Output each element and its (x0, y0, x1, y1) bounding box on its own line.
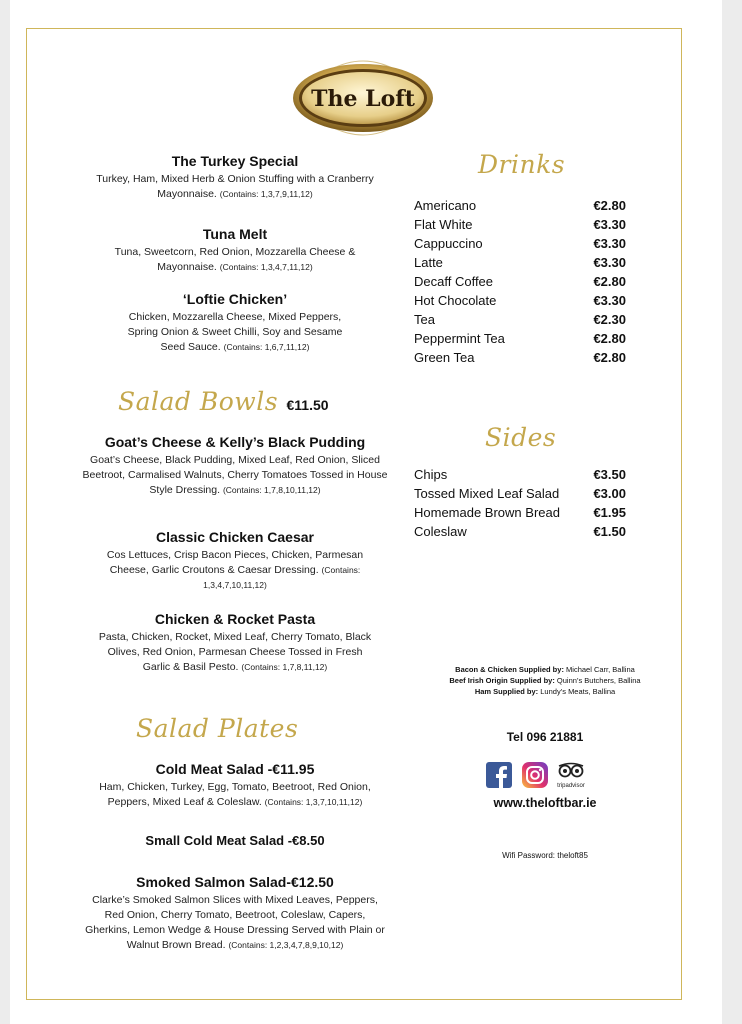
section-title: Salad Bowls (118, 387, 279, 416)
dish-name: Chicken & Rocket Pasta (154, 611, 316, 627)
dish-goats-cheese (70, 433, 400, 498)
dish-smoked-salmon-salad (70, 873, 400, 953)
drink-name: Peppermint Tea (414, 331, 505, 346)
dish-description: Turkey, Ham, Mixed Herb & Onion Stuffing with a Cranberry Mayonnaise. (96, 173, 374, 200)
side-name: Chips (414, 467, 448, 482)
drink-price: €2.80 (593, 331, 626, 346)
drink-name: Cappuccino (414, 236, 483, 251)
drink-name: Decaff Coffee (414, 274, 494, 289)
dish-tuna-melt (70, 225, 400, 275)
drink-item (414, 291, 626, 310)
supplier-value: Quinn’s Butchers, Ballina (556, 676, 641, 685)
dish-name: Smoked Salmon Salad-€12.50 (136, 874, 334, 890)
drink-price: €2.30 (593, 312, 626, 327)
allergens: (Contains: 1,2,3,4,7,8,9,10,12) (228, 940, 344, 950)
dish-name: Small Cold Meat Salad -€8.50 (145, 833, 325, 848)
dish-loftie-chicken (70, 290, 400, 355)
section-title: Salad Plates (136, 714, 299, 743)
dish-turkey-special (70, 152, 400, 202)
drink-name: Americano (414, 198, 477, 213)
allergens: (Contains: 1,7,8,11,12) (241, 662, 328, 672)
drink-name: Latte (414, 255, 443, 270)
supplier-label: Beef Irish Origin Supplied by: (449, 676, 555, 685)
dish-description: Pasta, Chicken, Rocket, Mixed Leaf, Cherry Tomato, Black Olives, Red Onion, Parmesan Cheese Tossed in Fresh Garlic & Basil Pesto. (98, 631, 372, 673)
salad-bowls-heading (118, 387, 329, 416)
allergens: (Contains: 1,6,7,11,12) (223, 342, 310, 352)
dish-chicken-rocket-pasta (70, 610, 400, 675)
drink-item (414, 234, 626, 253)
drink-price: €3.30 (593, 217, 626, 232)
side-item (414, 503, 626, 522)
wifi-password: Wifi Password: theloft85 (502, 851, 588, 860)
dish-name: The Turkey Special (171, 153, 299, 169)
supplier-value: Lundy’s Meats, Ballina (540, 687, 616, 696)
logo-text: The Loft (311, 86, 415, 112)
dish-small-cold-meat-salad (70, 832, 400, 850)
dish-description: Clarke’s Smoked Salmon Slices with Mixed Leaves, Peppers, Red Onion, Cherry Tomato, Beetroot, Coleslaw, Capers, Gherkins, Lemon Wedge & House Dressing Served with Plain or Walnut Brown Bread. (85, 894, 385, 951)
allergens: (Contains: 1,7,8,10,11,12) (222, 485, 321, 495)
dish-name: ‘Loftie Chicken’ (182, 291, 288, 307)
drink-item (414, 253, 626, 272)
drink-price: €2.80 (593, 198, 626, 213)
dish-name: Goat’s Cheese & Kelly’s Black Pudding (104, 434, 366, 450)
section-title: Sides (485, 423, 557, 452)
dish-description: Ham, Chicken, Turkey, Egg, Tomato, Beetroot, Red Onion, Peppers, Mixed Leaf & Coleslaw. (99, 781, 371, 808)
drink-price: €2.80 (593, 274, 626, 289)
drink-price: €3.30 (593, 236, 626, 251)
allergens: (Contains: 1,3,7,10,11,12) (264, 797, 363, 807)
dish-description: Tuna, Sweetcorn, Red Onion, Mozzarella Cheese & Mayonnaise. (114, 246, 356, 273)
dish-description: Chicken, Mozzarella Cheese, Mixed Peppers, Spring Onion & Sweet Chilli, Soy and Sesame Seed Sauce. (127, 311, 343, 353)
allergens: (Contains: 1,3,7,9,11,12) (219, 189, 313, 199)
drink-name: Green Tea (414, 350, 475, 365)
drinks-list (414, 196, 626, 367)
dish-name: Classic Chicken Caesar (156, 529, 314, 545)
drink-item (414, 329, 626, 348)
drink-name: Tea (414, 312, 435, 327)
dish-name: Cold Meat Salad -€11.95 (155, 761, 315, 777)
social-icons (486, 760, 596, 792)
drink-item (414, 215, 626, 234)
dish-description: Goat’s Cheese, Black Pudding, Mixed Leaf, Red Onion, Sliced Beetroot, Carmalised Walnuts, Cherry Tomatoes Tossed in House Style Dressing. (82, 454, 388, 496)
drink-price: €3.30 (593, 293, 626, 308)
drink-price: €2.80 (593, 350, 626, 365)
supplier-value: Michael Carr, Ballina (566, 665, 635, 674)
instagram-icon[interactable] (522, 762, 548, 788)
side-name: Tossed Mixed Leaf Salad (414, 486, 560, 501)
dish-description: Cos Lettuces, Crisp Bacon Pieces, Chicken, Parmesan Cheese, Garlic Croutons & Caesar Dressing. (106, 549, 364, 576)
drink-price: €3.30 (593, 255, 626, 270)
dish-chicken-caesar (70, 528, 400, 593)
sides-heading (485, 423, 556, 452)
website-link[interactable]: www.theloftbar.ie (493, 796, 597, 810)
side-item (414, 522, 626, 541)
drink-item (414, 196, 626, 215)
drink-item (414, 348, 626, 367)
suppliers-info (400, 664, 690, 697)
dish-name: Tuna Melt (202, 226, 268, 242)
section-price: €11.50 (286, 397, 329, 413)
supplier-line (400, 675, 690, 686)
side-price: €3.50 (593, 467, 626, 482)
drink-item (414, 272, 626, 291)
allergens: (Contains: 1,3,4,7,11,12) (219, 262, 313, 272)
supplier-label: Bacon & Chicken Supplied by: (455, 665, 564, 674)
section-title: Drinks (478, 150, 566, 179)
drink-name: Flat White (414, 217, 473, 232)
side-item (414, 465, 626, 484)
the-loft-logo (290, 56, 436, 140)
supplier-line (400, 686, 690, 697)
sides-list (414, 465, 626, 541)
side-item (414, 484, 626, 503)
supplier-label: Ham Supplied by: (474, 687, 539, 696)
tripadvisor-label: tripadvisor (557, 783, 585, 789)
side-name: Coleslaw (414, 524, 467, 539)
side-price: €1.50 (593, 524, 626, 539)
dish-cold-meat-salad (70, 760, 400, 810)
side-price: €1.95 (593, 505, 626, 520)
telephone: Tel 096 21881 (506, 730, 584, 744)
facebook-icon[interactable] (486, 762, 512, 788)
drink-item (414, 310, 626, 329)
side-price: €3.00 (593, 486, 626, 501)
drinks-heading (478, 150, 565, 179)
allergens: (Contains: 1,3,4,7,10,11,12) (203, 565, 361, 590)
salad-plates-heading (136, 714, 298, 743)
side-name: Homemade Brown Bread (414, 505, 560, 520)
supplier-line (400, 664, 690, 675)
tripadvisor-icon[interactable] (557, 764, 585, 790)
drink-name: Hot Chocolate (414, 293, 497, 308)
